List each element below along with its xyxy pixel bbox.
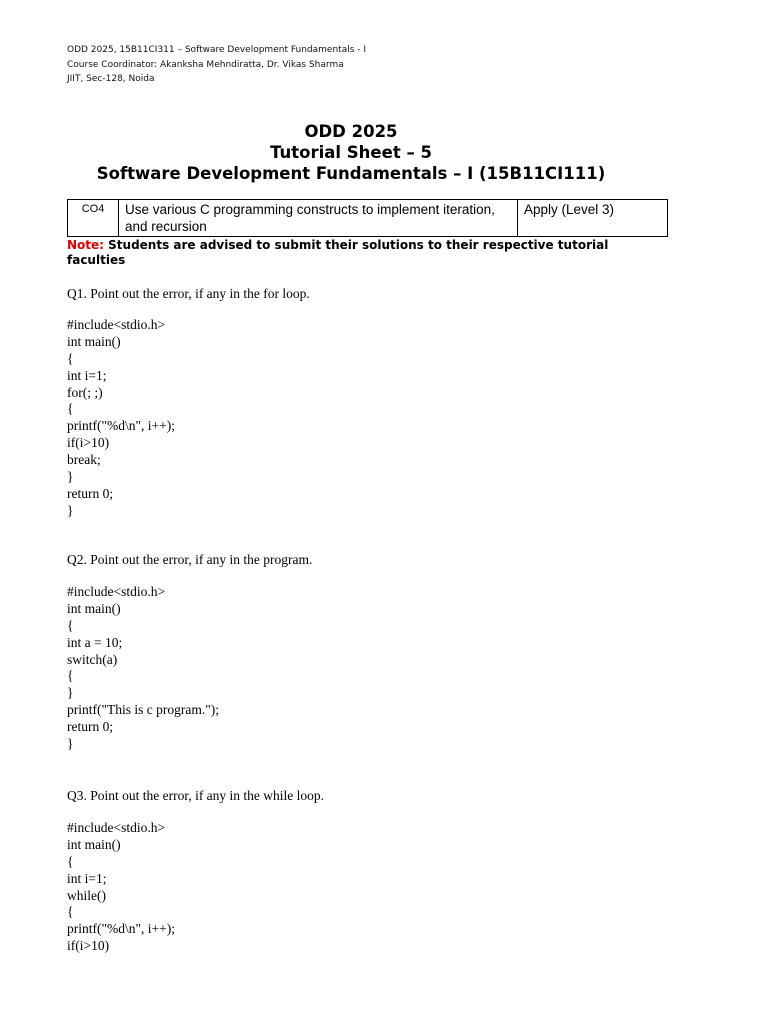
code-line: {: [67, 617, 74, 633]
document-header: [67, 43, 366, 87]
code-line: switch(a): [67, 651, 118, 667]
code-line: }: [67, 502, 74, 518]
code-line: {: [67, 904, 74, 920]
note-label: Note:: [67, 238, 104, 252]
header-institute-line: JIIT, Sec-128, Noida: [67, 74, 155, 84]
question-2-code: [67, 584, 219, 753]
code-line: printf("This is c program.");: [67, 702, 219, 718]
title-course-name: Software Development Fundamentals – I (15B11CI111): [96, 164, 606, 183]
code-line: int main(): [67, 333, 121, 349]
code-line: }: [67, 685, 74, 701]
code-line: if(i>10): [67, 938, 110, 954]
code-line: int main(): [67, 600, 121, 616]
code-line: {: [67, 853, 74, 869]
code-line: return 0;: [67, 485, 114, 501]
co-code-cell: CO4: [68, 200, 119, 237]
code-line: {: [67, 401, 74, 417]
title-sheet-number: Tutorial Sheet – 5: [270, 143, 432, 162]
co-level-cell: Apply (Level 3): [518, 200, 668, 237]
code-line: for(; ;): [67, 384, 103, 400]
code-line: while(): [67, 887, 106, 903]
code-line: int a = 10;: [67, 634, 123, 650]
co-description-cell: Use various C programming constructs to implement iteration, and recursion: [119, 200, 518, 237]
code-line: #include<stdio.h>: [67, 317, 166, 332]
code-line: if(i>10): [67, 435, 110, 451]
code-line: {: [67, 350, 74, 366]
code-line: }: [67, 469, 74, 485]
course-outcome-row: [68, 200, 668, 237]
code-line: printf("%d\n", i++);: [67, 921, 175, 937]
code-line: printf("%d\n", i++);: [67, 418, 175, 434]
code-line: #include<stdio.h>: [67, 820, 166, 835]
question-2-text: Q2. Point out the error, if any in the program.: [67, 552, 313, 567]
code-line: int main(): [67, 836, 121, 852]
header-coordinator-line: Course Coordinator: Akanksha Mehndiratta, Dr. Vikas Sharma: [67, 59, 344, 70]
title-semester: ODD 2025: [304, 122, 398, 141]
question-3-text: Q3. Point out the error, if any in the while loop.: [67, 788, 325, 803]
code-line: }: [67, 736, 74, 752]
question-1-text: Q1. Point out the error, if any in the for loop.: [67, 286, 310, 301]
code-line: #include<stdio.h>: [67, 584, 166, 599]
question-1-code: [67, 317, 175, 520]
code-line: {: [67, 668, 74, 684]
document-title: [0, 121, 702, 184]
submission-note: [67, 238, 627, 268]
code-line: return 0;: [67, 719, 114, 735]
header-course-line: ODD 2025, 15B11CI311 – Software Development Fundamentals - I: [67, 45, 367, 55]
course-outcome-table: [67, 199, 668, 237]
code-line: int i=1;: [67, 870, 107, 886]
note-text: Students are advised to submit their solutions to their respective tutorial faculties: [67, 238, 609, 267]
code-line: int i=1;: [67, 367, 107, 383]
question-3-code: [67, 820, 175, 955]
code-line: break;: [67, 452, 101, 468]
